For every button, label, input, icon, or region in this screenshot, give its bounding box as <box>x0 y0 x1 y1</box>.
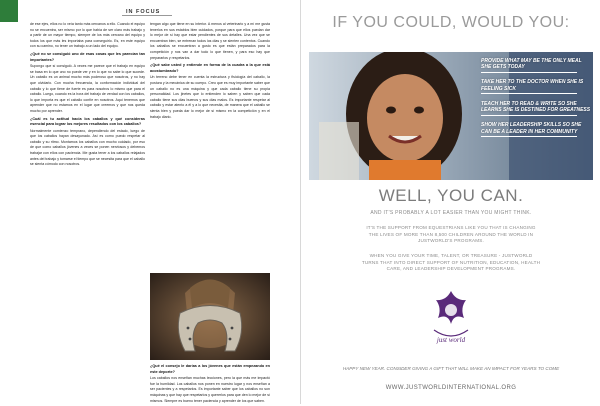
section-label: IN FOCUS <box>126 9 161 15</box>
justworld-logo <box>426 286 476 346</box>
article-column-2-bottom <box>150 362 270 406</box>
article-paragraph: Supongo que sí consiguió. A veces me parece que el trabajo en equipo se basa en lo que uno no puede ver y en lo que no sabe lo que sucede. Un caballo es un animal mucho más poderoso que nosotros, y no hay que olvidarlo. Con mucha frecuencia, la conformación individual del caballo y lo que tiene de fuerte es para nosotros lo mismo que para el caballo. Luego, cuando es la hora del trabajo de verdad con los caballos, lo que importa es que el caballo confíe en nosotros. Aquí tenemos que aprender que no estamos en el lugar que creemos y que nos queda mucho por aprender. <box>30 64 145 113</box>
article-question: ¿Qué no se consiguió uno de esas cosas que les parecían tan importantes? <box>30 51 145 62</box>
ad-subheadline: WELL, YOU CAN. <box>378 186 524 205</box>
ad-list-item: TAKE HER TO THE DOCTOR WHEN SHE IS FEELING SICK <box>481 79 584 92</box>
horse-hoof-photo <box>150 273 270 360</box>
ad-lead-text: AND IT'S PROBABLY A LOT EASIER THAN YOU MIGHT THINK. <box>370 210 532 216</box>
justworld-logo-icon <box>426 286 476 346</box>
left-page <box>0 0 300 404</box>
article-column-1 <box>30 22 145 169</box>
logo-text: just world <box>436 336 466 344</box>
article-paragraph: tengan algo que tiene en su interior. A menos al veterinario y a mí me gusta tenerlos en sus establos bien cuidados, porque para que ellos puedan dar lo mejor de sí hay que estar pendientes de sus detalles. Una vez que se encuentran bien, se entrenan todos los días y se sienten contentos. Cuando los caballos se encuentran a gusto es que están preparados para la competición y nos van a dar todo lo que tienen, y para eso hay que prepararlos y respetarlos. <box>150 22 270 60</box>
article-paragraph: Un terreno debe tener en cuenta la estructura y fisiología del caballo, la postura y la mecánica de su cuerpo. Creo que es muy importante saber que un caballo no es una máquina y que cada caballo tiene su propia personalidad. Los jinetes que lo entienden lo saben y saben que cada caballo tiene sus días buenos y sus días malos. Es importante respetar al caballo y estar atento a él y a lo que necesita, de manera que el caballo se sienta bien y pueda dar lo mejor de sí mismo en la competición y en el trabajo diario. <box>150 75 270 119</box>
ad-footer-text: HAPPY NEW YEAR. CONSIDER GIVING A GIFT THAT WILL MAKE AN IMPACT FOR YEARS TO COME <box>342 366 560 371</box>
article-paragraph: Los caballos nos enseñan muchas lecciones, pero la que más me impactó fue la humildad. Los caballos nos ponen en nuestro lugar y nos enseñan a ser pacientes y a respetarlos. Es importante saber que los caballos no son máquinas y que hay que respetarlos y quererlos para que den lo mejor de sí mismos. Siempre es bueno tener paciencia y aprender de los que saben. <box>150 376 270 403</box>
article-paragraph: Normalmente comienzo temprano, dependiendo del estado, luego de que los caballos hayan desayunado. Así es como puedo respetar al caballo y su ritmo. Montamos los caballos con mucho cuidado, por eso de que como caballos jóvenes a veces se ponen nerviosos y debemos trabajar con ellos con paciencia. Me gusta tener a los caballos relajados antes del trabajo y tomarse el tiempo que se necesita para que el caballo se sienta cómodo con nosotros. <box>30 128 145 167</box>
horseshoe-photo-graphic <box>150 273 270 360</box>
ad-list-item: TEACH HER TO READ & WRITE SO SHE LEARNS SHE IS DESTINED FOR GREATNESS <box>481 100 591 114</box>
article-question: ¿Cuál es tu actitud hacia los caballos y qué consideras esencial para lograr los mejores resultados con los caballos? <box>30 116 145 127</box>
section-color-tab <box>0 0 18 22</box>
ad-list-item: SHOW HER LEADERSHIP SKILLS SO SHE CAN BE A LEADER IN HER COMMUNITY <box>481 122 582 135</box>
section-rule <box>122 15 172 16</box>
ad-question-list <box>481 58 591 144</box>
article-question: ¿Qué el consejo le darías a los jóvenes que están empezando en este deporte? <box>150 364 270 374</box>
ad-body-text-2: WHEN YOU GIVE YOUR TIME, TALENT, OR TREASURE - JUSTWORLD TURNS THAT INTO DIRECT SUPPORT OF NUTRITION, EDUCATION, HEALTH CARE, AND LEADERSHIP DEVELOPMENT PROGRAMS. <box>361 253 541 272</box>
ad-body-text-1: IT'S THE SUPPORT FROM EQUESTRIANS LIKE YOU THAT IS CHANGING THE LIVES OF MORE THAN 8,500 CHILDREN AROUND THE WORLD IN JUSTWORLD'S PROGRAMS. <box>366 225 536 244</box>
article-paragraph: de ese ejes, ellos no lo veía tanto más cercanos a ello. Cuando el equipo no se encuentra, ser mismo por lo que había de ser claro más trabajo y a partir de un mayor tiempo, siempre de los más cercano del equipo y todos los que más les importaba para conseguirlo. Es, en este equipo con su camino, no tener un trabajo a un lado del equipo. <box>30 22 145 49</box>
ad-url[interactable]: WWW.JUSTWORLDINTERNATIONAL.ORG <box>385 385 517 391</box>
ad-list-item: PROVIDE WHAT MAY BE THE ONLY MEAL SHE GETS TODAY <box>481 58 582 71</box>
ad-headline: IF YOU COULD, WOULD YOU: <box>332 14 570 31</box>
right-page-advertisement <box>300 0 600 404</box>
article-question: ¿Qué sabe usted y entiende en forma de la cuadra a la que está acostumbrado? <box>150 63 270 73</box>
article-column-2-top <box>150 22 270 122</box>
